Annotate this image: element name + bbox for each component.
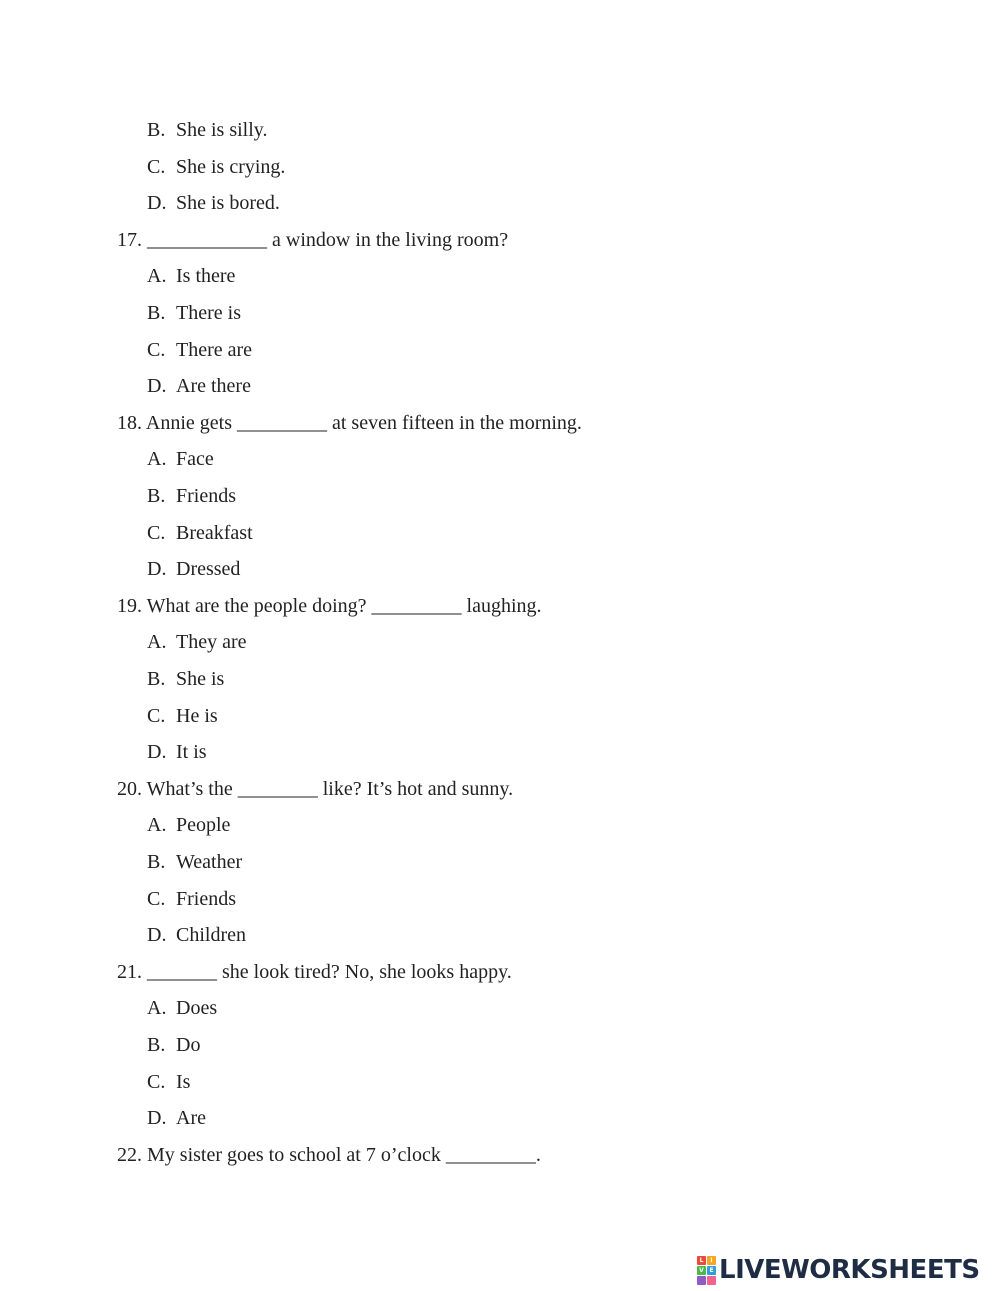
answer-option bbox=[147, 118, 268, 142]
option-letter: B. bbox=[147, 1034, 166, 1056]
answer-option bbox=[147, 191, 280, 215]
question-text: 18. Annie gets _________ at seven fifteen in the morning. bbox=[117, 412, 582, 434]
answer-option bbox=[147, 1106, 206, 1130]
option-text: There is bbox=[176, 302, 241, 324]
option-letter: A. bbox=[147, 265, 167, 287]
option-letter: C. bbox=[147, 339, 166, 361]
option-letter: D. bbox=[147, 375, 167, 397]
option-letter: C. bbox=[147, 522, 166, 544]
option-text: People bbox=[176, 814, 231, 836]
option-text: She is bored. bbox=[176, 192, 280, 214]
option-text: Breakfast bbox=[176, 522, 253, 544]
answer-option bbox=[147, 521, 253, 545]
option-text: Are there bbox=[176, 375, 251, 397]
logo-text: LIVEWORKSHEETS bbox=[719, 1255, 980, 1285]
question-text: 19. What are the people doing? _________ laughing. bbox=[117, 595, 542, 617]
logo-block bbox=[697, 1276, 706, 1285]
question-text: 20. What’s the ________ like? It’s hot and sunny. bbox=[117, 778, 514, 800]
option-text: Are bbox=[176, 1107, 206, 1129]
option-text: Weather bbox=[176, 851, 243, 873]
answer-option bbox=[147, 996, 217, 1020]
logo-block bbox=[707, 1276, 716, 1285]
option-letter: B. bbox=[147, 119, 166, 141]
option-letter: B. bbox=[147, 851, 166, 873]
option-text: It is bbox=[176, 741, 207, 763]
answer-option bbox=[147, 740, 207, 764]
logo-block: I bbox=[707, 1256, 716, 1265]
answer-option bbox=[147, 667, 224, 691]
option-text: Is there bbox=[176, 265, 236, 287]
option-text: Do bbox=[176, 1034, 201, 1056]
option-letter: C. bbox=[147, 888, 166, 910]
option-letter: D. bbox=[147, 1107, 167, 1129]
answer-option bbox=[147, 374, 251, 398]
answer-option bbox=[147, 630, 247, 654]
answer-option bbox=[147, 155, 285, 179]
option-letter: D. bbox=[147, 741, 167, 763]
option-letter: B. bbox=[147, 302, 166, 324]
option-letter: B. bbox=[147, 485, 166, 507]
option-letter: A. bbox=[147, 631, 167, 653]
logo-block: E bbox=[707, 1266, 716, 1275]
option-text: Is bbox=[176, 1071, 191, 1093]
answer-option bbox=[147, 264, 235, 288]
answer-option bbox=[147, 447, 214, 471]
answer-option bbox=[147, 301, 241, 325]
answer-option bbox=[147, 923, 246, 947]
option-letter: B. bbox=[147, 668, 166, 690]
option-letter: C. bbox=[147, 156, 166, 178]
option-letter: C. bbox=[147, 705, 166, 727]
question-text: 17. ____________ a window in the living room? bbox=[117, 229, 509, 251]
option-text: She is crying. bbox=[176, 156, 286, 178]
logo-icon bbox=[697, 1256, 716, 1285]
option-text: Dressed bbox=[176, 558, 241, 580]
logo-block: L bbox=[697, 1256, 706, 1265]
question-text: 22. My sister goes to school at 7 o’clock _________. bbox=[117, 1144, 541, 1166]
option-letter: A. bbox=[147, 814, 167, 836]
option-letter: D. bbox=[147, 192, 167, 214]
option-text: They are bbox=[176, 631, 247, 653]
answer-option bbox=[147, 557, 240, 581]
answer-option bbox=[147, 850, 242, 874]
option-text: He is bbox=[176, 705, 218, 727]
liveworksheets-logo bbox=[697, 1255, 980, 1285]
answer-option bbox=[147, 1033, 200, 1057]
option-letter: A. bbox=[147, 448, 167, 470]
option-text: Children bbox=[176, 924, 246, 946]
answer-option bbox=[147, 887, 236, 911]
option-letter: D. bbox=[147, 558, 167, 580]
option-text: Friends bbox=[176, 888, 236, 910]
option-text: Does bbox=[176, 997, 218, 1019]
option-text: She is silly. bbox=[176, 119, 268, 141]
option-text: She is bbox=[176, 668, 225, 690]
answer-option bbox=[147, 338, 252, 362]
option-text: Face bbox=[176, 448, 214, 470]
option-letter: D. bbox=[147, 924, 167, 946]
answer-option bbox=[147, 1070, 190, 1094]
option-text: There are bbox=[176, 339, 253, 361]
option-text: Friends bbox=[176, 485, 236, 507]
logo-block: V bbox=[697, 1266, 706, 1275]
answer-option bbox=[147, 813, 230, 837]
option-letter: C. bbox=[147, 1071, 166, 1093]
answer-option bbox=[147, 484, 236, 508]
question-text: 21. _______ she look tired? No, she looks happy. bbox=[117, 961, 512, 983]
answer-option bbox=[147, 704, 218, 728]
option-letter: A. bbox=[147, 997, 167, 1019]
